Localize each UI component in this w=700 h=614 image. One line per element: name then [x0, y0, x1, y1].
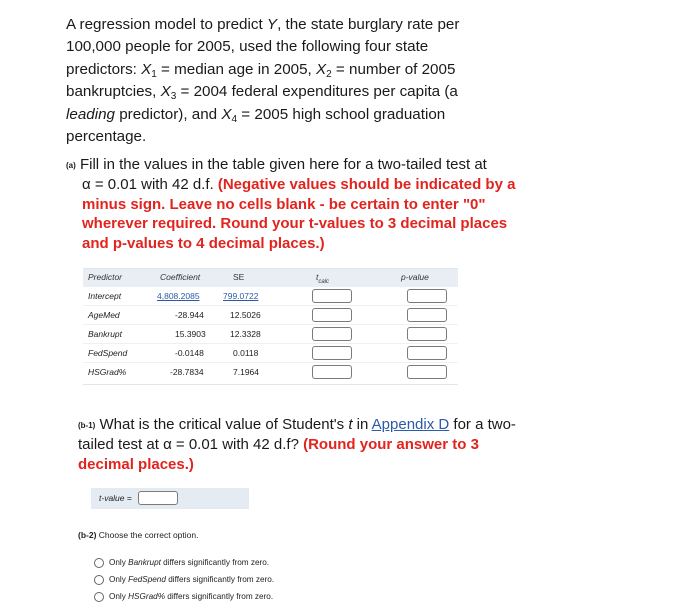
row-intercept-se: 799.0722: [223, 291, 259, 301]
tcalc-input-hsgrad[interactable]: [312, 365, 352, 379]
header-pvalue: p-value: [401, 272, 429, 282]
pvalue-input-fedspend[interactable]: [407, 346, 447, 360]
problem-intro: A regression model to predict Y, the state burglary rate per 100,000 people for 2005, used the following four state predictors: $X_1$ = median age in 2005, $X_2$ = number of 2005 bankruptcies, $X_3 = 2004$ federal expenditures per capita (a leading predictor), and $X_4 = 2005$ high school graduation percentage.: [66, 16, 460, 146]
header-se: SE: [233, 272, 245, 282]
row-fedspend-se: 0.0118: [233, 348, 259, 358]
tcalc-input-fedspend[interactable]: [312, 346, 352, 360]
pvalue-input-intercept[interactable]: [407, 289, 447, 303]
pvalue-input-agemed[interactable]: [407, 308, 447, 322]
header-tcalc: $t_{calc}$: [316, 272, 330, 285]
tcalc-input-bankrupt[interactable]: [312, 327, 352, 341]
header-predictor: Predictor: [88, 272, 123, 282]
tcalc-input-intercept[interactable]: [312, 289, 352, 303]
question-a-tag: (a): [66, 161, 76, 170]
question-b2: (b-2) Choose the correct option.: [78, 530, 199, 540]
question-b1: $^{(b-1)}$ What is the critical value of Student's t in Appendix D for a two-tailed test at α = 0.01 with 42 d.f? (Round your answer to 3 decimal places.): [78, 416, 516, 473]
appendix-d-link[interactable]: Appendix D: [371, 416, 450, 433]
question-a: $^{(a)}$ Fill in the values in the table given here for a two-tailed test at α = 0.01 with 42 d.f. (Negative values should be indicated by a minus sign. Leave no cells blank - be certain to enter "0" wherever required. Round your t-values to 3 decimal places and p-values to 4 decimal places.): [66, 156, 516, 253]
row-fedspend-coefficient: -0.0148: [175, 348, 204, 358]
radio-button[interactable]: [94, 575, 104, 585]
row-bankrupt-se: 12.3328: [230, 329, 261, 339]
row-hsgrad-coefficient: -28.7834: [170, 367, 204, 377]
header-coefficient: Coefficient: [160, 272, 201, 282]
row-hsgrad-predictor: HSGrad%: [88, 367, 127, 377]
pvalue-input-bankrupt[interactable]: [407, 327, 447, 341]
row-agemed-predictor: AgeMed: [88, 310, 120, 320]
row-fedspend-predictor: FedSpend: [88, 348, 128, 358]
question-b1-instruction: (Round your answer to 3 decimal places.): [78, 435, 479, 473]
row-bankrupt-coefficient: 15.3903: [175, 329, 206, 339]
row-agemed-se: 12.5026: [230, 310, 261, 320]
radio-button[interactable]: [94, 592, 104, 602]
tvalue-input[interactable]: [138, 491, 178, 505]
row-intercept-predictor: Intercept: [88, 291, 122, 301]
tcalc-input-agemed[interactable]: [312, 308, 352, 322]
row-intercept-coefficient: 4,808.2085: [157, 291, 200, 301]
row-agemed-coefficient: -28.944: [175, 310, 204, 320]
row-bankrupt-predictor: Bankrupt: [88, 329, 123, 339]
question-a-instruction: (Negative values should be indicated by a minus sign. Leave no cells blank - be certain to enter "0" wherever required. Round your t-values to 3 decimal places and p-values to 4 decimal places.): [82, 175, 516, 253]
tvalue-row: [91, 488, 249, 509]
question-b1-tag: (b-1): [78, 421, 96, 430]
radio-button[interactable]: [94, 558, 104, 568]
pvalue-input-hsgrad[interactable]: [407, 365, 447, 379]
row-hsgrad-se: 7.1964: [233, 367, 259, 377]
table-header: [83, 269, 458, 287]
tvalue-label: t-value =: [99, 493, 132, 503]
regression-table: [83, 268, 458, 385]
